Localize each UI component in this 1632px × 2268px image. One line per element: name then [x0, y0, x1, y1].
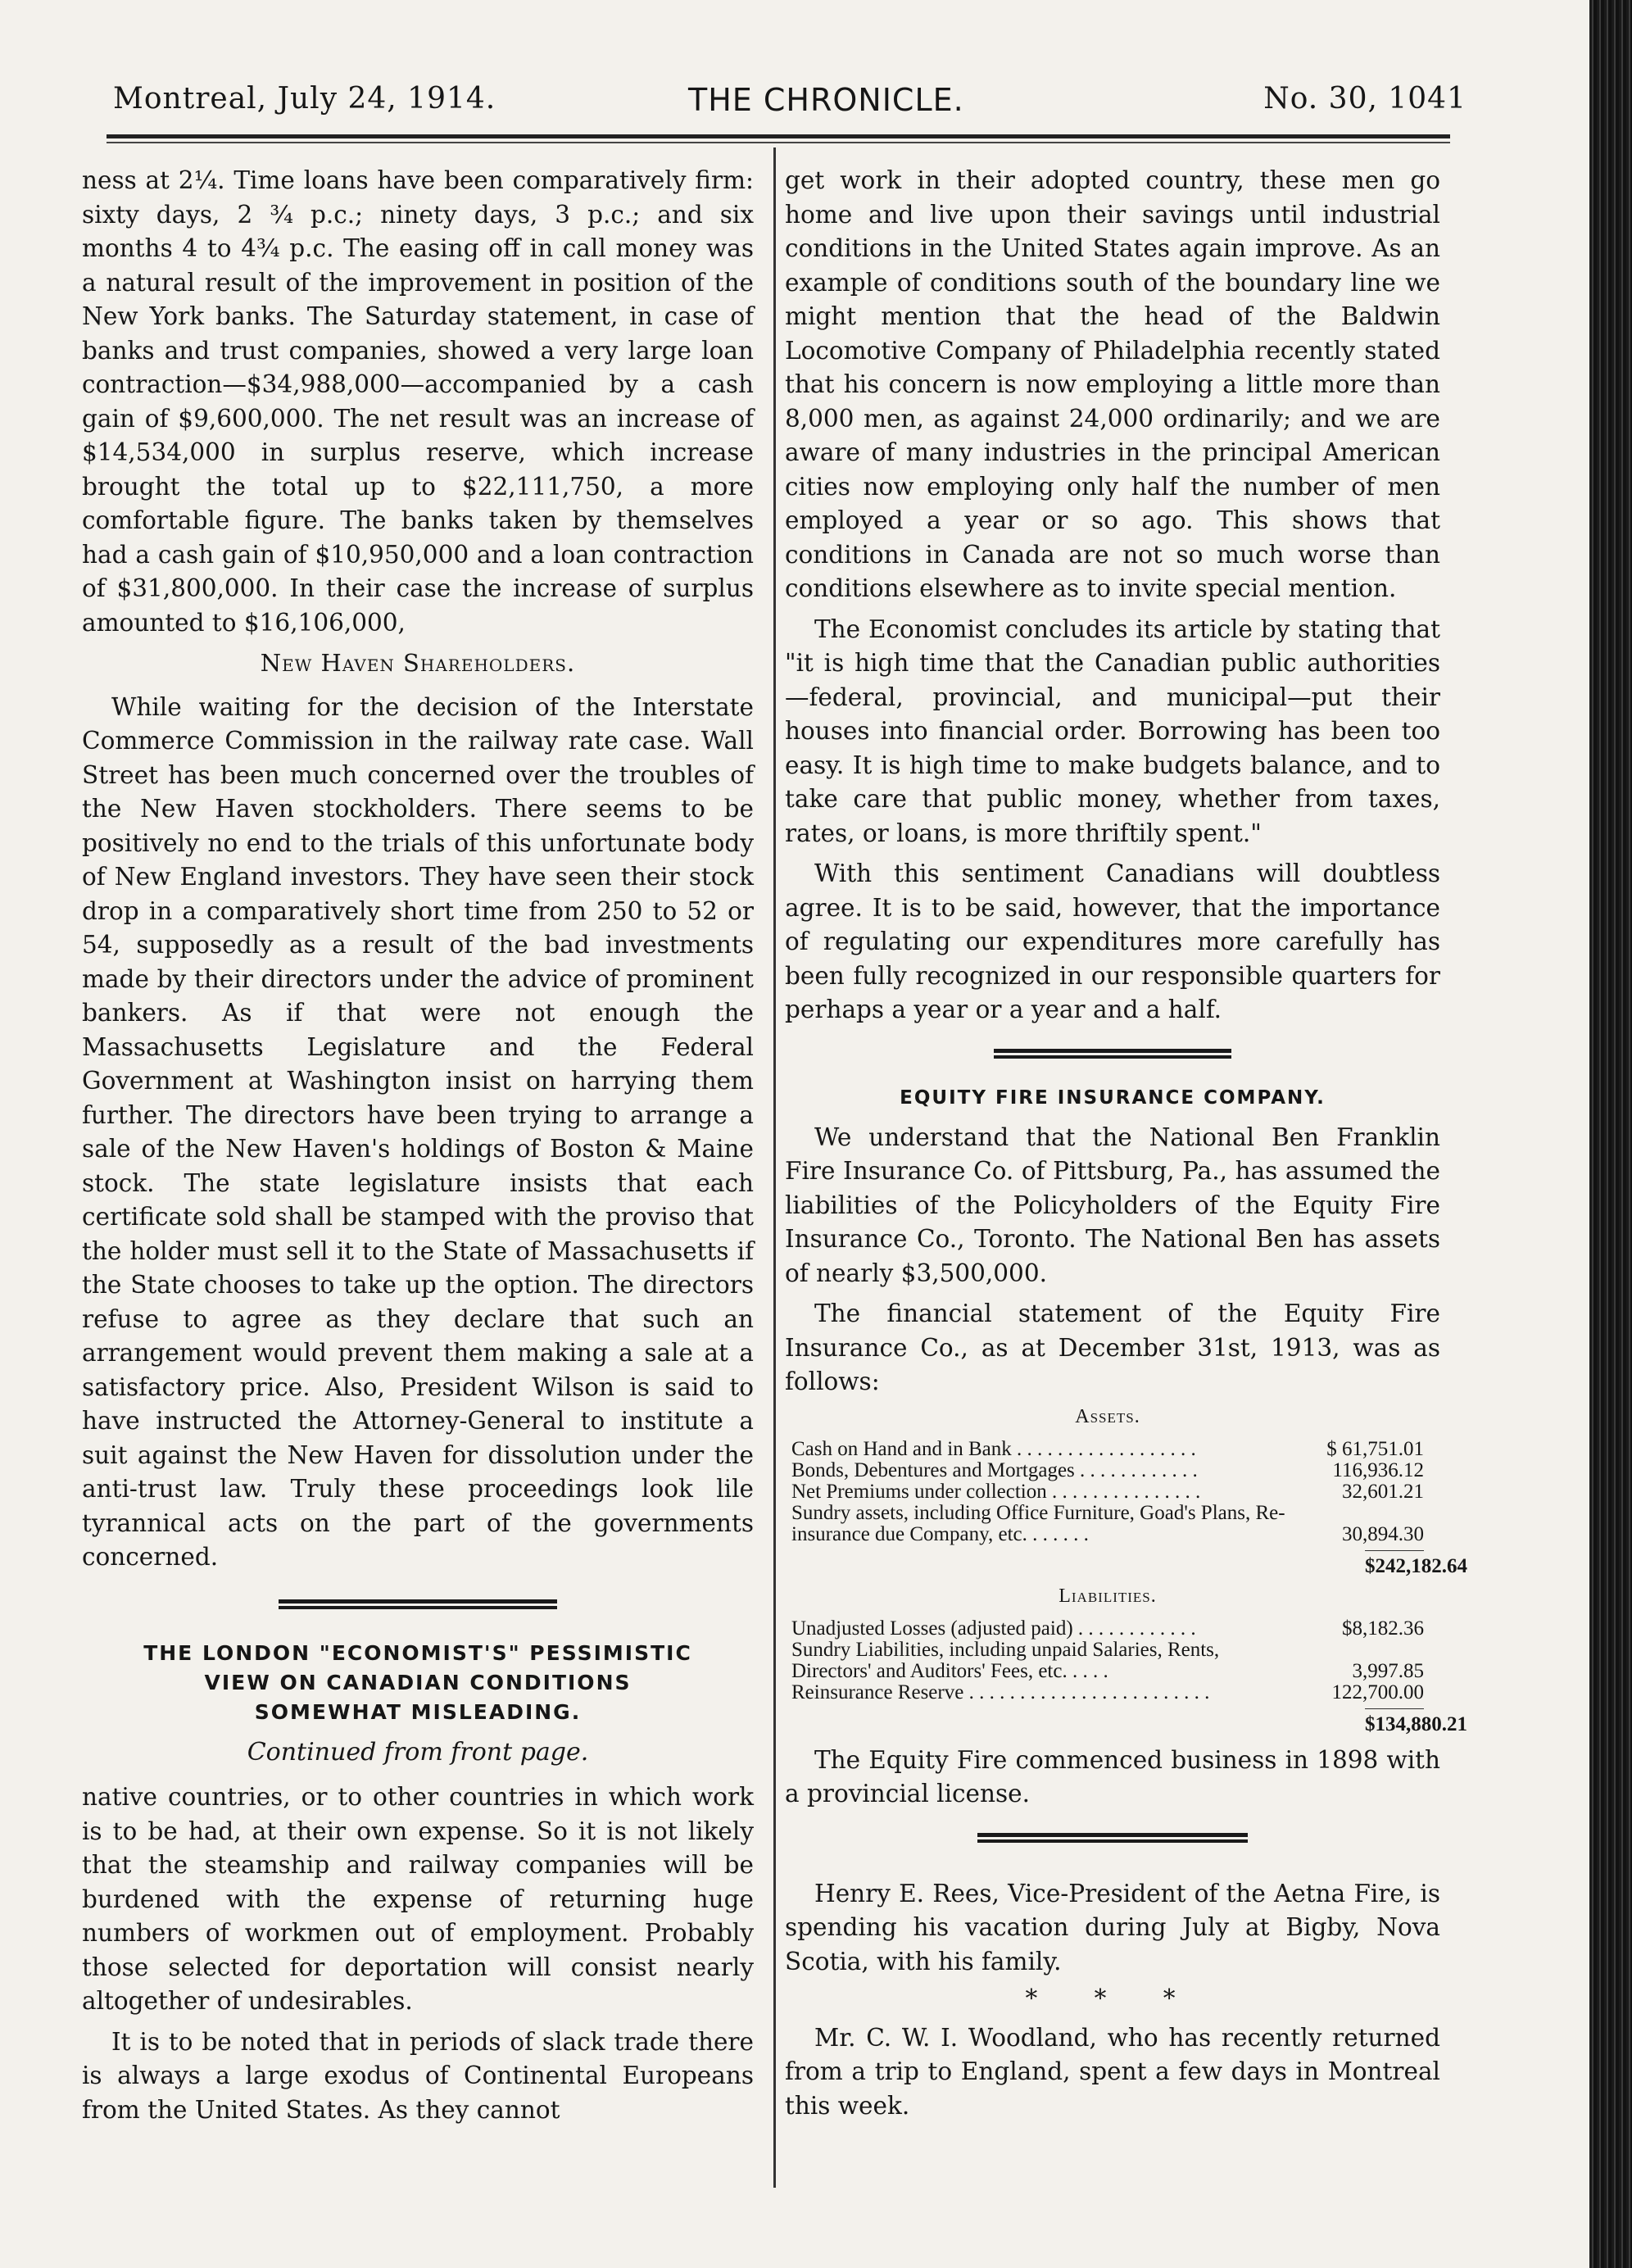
liability-label: Reinsurance Reserve . . . . . . . . . . . . . . . . . . . . . . . .: [791, 1681, 1210, 1703]
assets-table: [791, 1439, 1424, 1545]
section-stars: * * *: [1025, 1984, 1200, 2012]
header-dateline: Montreal, July 24, 1914.: [113, 82, 496, 116]
liability-amount: $8,182.36: [1342, 1617, 1424, 1640]
table-row: [791, 1439, 1424, 1460]
rees-paragraph: Henry E. Rees, Vice-President of the Aetna Fire, is spending his vacation during July at Bigby, Nova Scotia, with his family.: [785, 1879, 1440, 1975]
header-rule: [107, 134, 1450, 138]
asset-label: Bonds, Debentures and Mortgages . . . . . . . . . . . .: [791, 1458, 1198, 1481]
header-rule-thin: [107, 142, 1450, 143]
section-ornament-rule: [279, 1599, 557, 1611]
table-row: [791, 1460, 1424, 1481]
asset-amount: 30,894.30: [1342, 1522, 1424, 1545]
asset-label: Sundry assets, including Office Furniture, Goad's Plans, Re-insurance due Company, etc. . . . . . .: [791, 1501, 1285, 1545]
table-row: [791, 1682, 1424, 1703]
equity-paragraph-2: The financial statement of the Equity Fire Insurance Co., as at December 31st, 1913, was as follows:: [785, 1300, 1440, 1395]
woodland-paragraph: Mr. C. W. I. Woodland, who has recently returned from a trip to England, spent a few days in Montreal this week.: [785, 2023, 1440, 2120]
liability-amount: 122,700.00: [1331, 1681, 1424, 1703]
economist-article-heading: [82, 1639, 754, 1727]
equity-commenced-paragraph: The Equity Fire commenced business in 1898 with a provincial license.: [785, 1745, 1440, 1808]
table-row: [791, 1503, 1424, 1545]
liability-label: Unadjusted Losses (adjusted paid) . . . . . . . . . . . .: [791, 1617, 1196, 1640]
new-haven-subheading: New Haven Shareholders.: [260, 649, 576, 677]
right-column: [785, 164, 1467, 2130]
liabilities-title: Liabilities.: [1059, 1585, 1157, 1607]
assets-title: Assets.: [1075, 1405, 1140, 1427]
economist-heading-line-1: THE LONDON "ECONOMIST'S" PESSIMISTIC: [143, 1640, 692, 1665]
table-row: [791, 1618, 1424, 1640]
sentiment-paragraph: With this sentiment Canadians will doubtless agree. It is to be said, however, that the importance of regulating our expenditures more carefully has been fully recognized in our responsible quarters for perhaps a year or a year and a half.: [785, 860, 1440, 1023]
economist-heading-line-2: VIEW ON CANADIAN CONDITIONS: [204, 1670, 632, 1694]
table-row: [791, 1481, 1424, 1503]
economist-paragraph-1: native countries, or to other countries in which work is to be had, at their own expense. So it is not likely that the steamship and railway companies will be burdened with the expense of returning huge numbers of workmen out of employment. Probably those selected for deportation will consist nearly altogether of undesirables.: [82, 1783, 754, 2015]
section-ornament-rule: [994, 1049, 1231, 1060]
equity-fire-heading: EQUITY FIRE INSURANCE COMPANY.: [900, 1086, 1326, 1109]
equity-paragraph-1: We understand that the National Ben Franklin Fire Insurance Co. of Pittsburg, Pa., has assumed the liabilities of the Policyholders of the Equity Fire Insurance Co., Toronto. The National Ben has assets of nearly $3,500,000.: [785, 1123, 1440, 1287]
assets-total: $242,182.64: [1365, 1550, 1424, 1577]
section-ornament-rule: [977, 1833, 1248, 1844]
masthead-title: THE CHRONICLE.: [688, 82, 964, 118]
table-row: [791, 1640, 1424, 1682]
liabilities-total: $134,880.21: [1365, 1708, 1424, 1735]
book-binding-edge: [1589, 0, 1632, 2268]
asset-amount: 116,936.12: [1332, 1458, 1424, 1481]
economist-conclusion-paragraph: The Economist concludes its article by stating that "it is high time that the Canadian public authorities—federal, provincial, and municipal—put their houses into financial order. Borrowing has been too easy. It is high time to make budgets balance, and to take care that public money, whether from taxes, rates, or loans, is more thriftily spent.": [785, 615, 1440, 847]
economist-paragraph-3: get work in their adopted country, these men go home and live upon their savings until industrial conditions in the United States again improve. As an example of conditions south of the boundary line we might mention that the head of the Baldwin Locomotive Company of Philadelphia recently stated that his concern is now employing a little more than 8,000 men, as against 24,000 ordinarily; and we are aware of many industries in the principal American cities now employing only half the number of men employed a year or so ago. This shows that conditions in Canada are not so much worse than conditions elsewhere as to invite special mention.: [785, 166, 1440, 602]
liabilities-table: [791, 1618, 1424, 1703]
column-divider: [773, 147, 776, 2188]
new-haven-paragraph: While waiting for the decision of the Interstate Commerce Commission in the railway rate case. Wall Street has been much concerned over the troubles of the New Haven stockholders. There seems to be positively no end to the trials of this unfortunate body of New England investors. They have seen their stock drop in a comparatively short time from 250 to 52 or 54, supposedly as a result of the bad investments made by their directors under the advice of prominent bankers. As if that were not enough the Massachusetts Legislature and the Federal Government at Washington insist on harrying them further. The directors have been trying to arrange a sale of the New Haven's holdings of Boston & Maine stock. The state legislature insists that each certificate sold shall be stamped with the proviso that the holder must sell it to the State of Massachusetts if the State chooses to take up the option. The directors refuse to agree as they declare that such an arrangement would prevent them making a sale at a satisfactory price. Also, President Wilson is said to have instructed the Attorney-General to institute a suit against the New Haven for dissolution under the anti-trust law. Truly these proceedings look lile tyrannical acts on the part of the governments concerned.: [82, 692, 754, 1571]
left-column: [82, 164, 754, 2134]
asset-label: Net Premiums under collection . . . . . . . . . . . . . . .: [791, 1480, 1201, 1503]
page-number: No. 30, 1041: [1263, 82, 1467, 116]
asset-amount: $ 61,751.01: [1326, 1437, 1424, 1460]
money-market-paragraph: ness at 2¼. Time loans have been comparatively firm: sixty days, 2 ¾ p.c.; ninety days, 3 p.c.; and six months 4 to 4¾ p.c. The easing off in call money was a natural result of the improvement in position of the New York banks. The Saturday statement, in case of banks and trust companies, showed a very large loan contraction—$34,988,000—accompanied by a cash gain of $9,600,000. The net result was an increase of $14,534,000 in surplus reserve, which increase brought the total up to $22,111,750, a more comfortable figure. The banks taken by themselves had a cash gain of $10,950,000 and a loan contraction of $31,800,000. In their case the increase of surplus amounted to $16,106,000,: [82, 166, 754, 637]
economist-paragraph-2: It is to be noted that in periods of slack trade there is always a large exodus of Continental Europeans from the United States. As they cannot: [82, 2027, 754, 2124]
asset-amount: 32,601.21: [1342, 1480, 1424, 1503]
financial-statement: [791, 1405, 1467, 1735]
economist-heading-line-3: SOMEWHAT MISLEADING.: [254, 1699, 582, 1724]
liability-amount: 3,997.85: [1352, 1659, 1424, 1682]
asset-label: Cash on Hand and in Bank . . . . . . . . . . . . . . . . . .: [791, 1437, 1196, 1460]
liability-label: Sundry Liabilities, including unpaid Salaries, Rents, Directors' and Auditors' Fees, etc. . . . .: [791, 1638, 1220, 1682]
continued-note: Continued from front page.: [247, 1737, 589, 1767]
